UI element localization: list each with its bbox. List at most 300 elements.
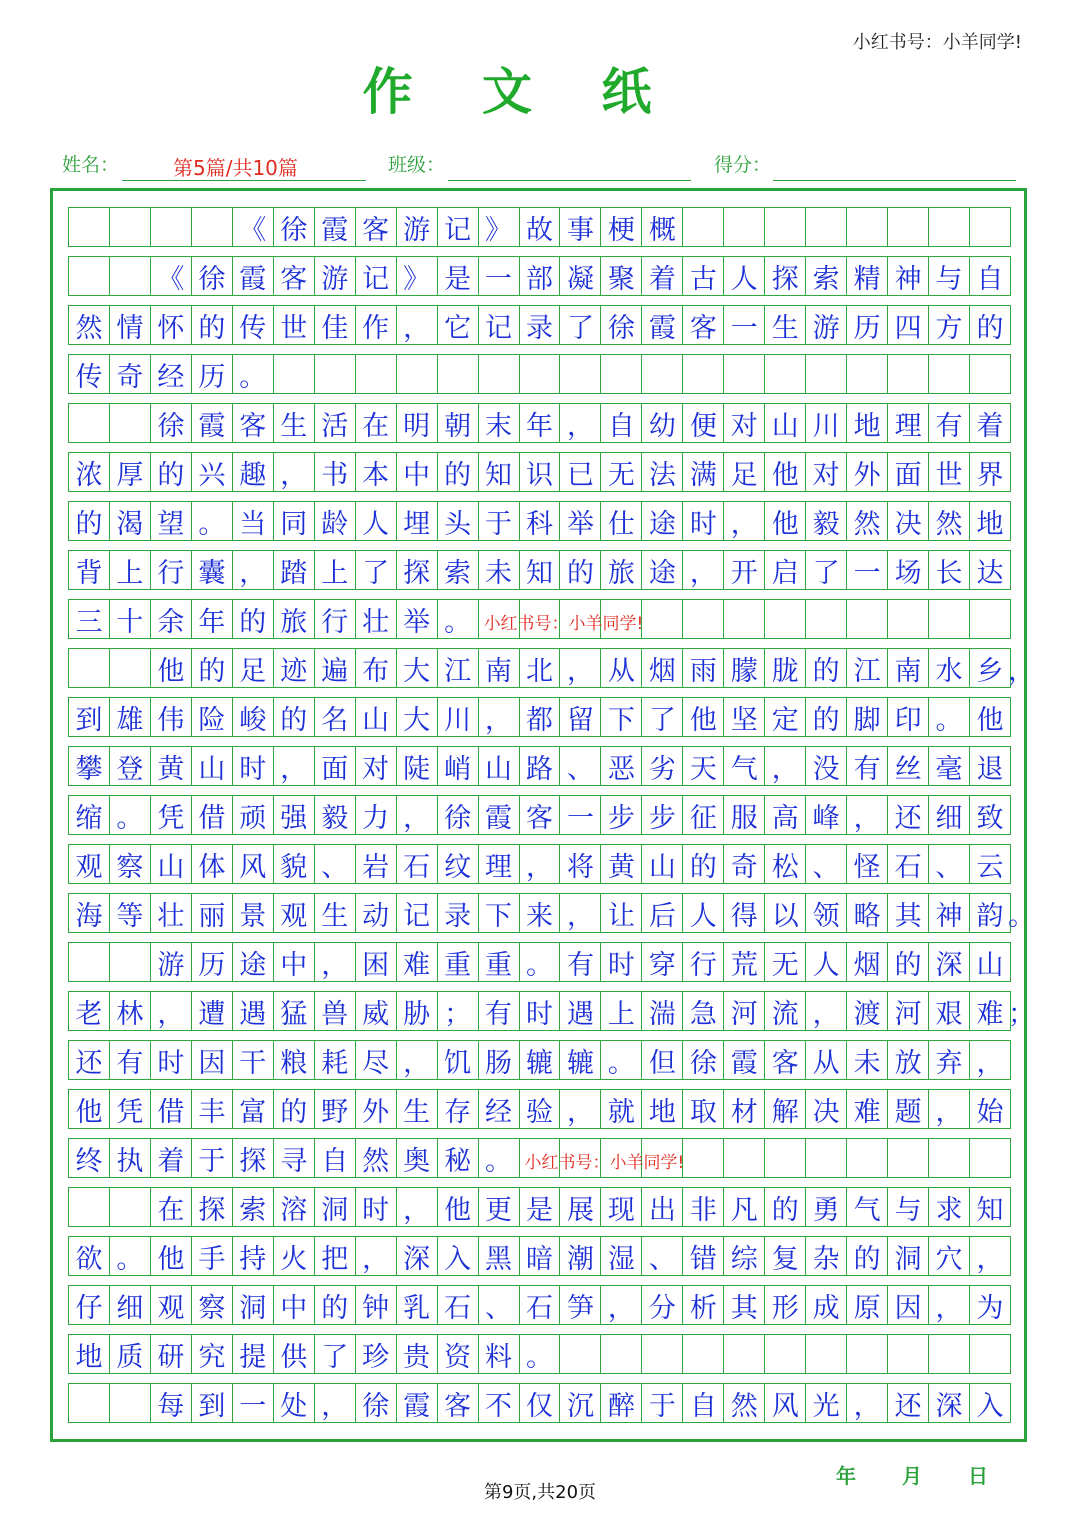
grid-cell: 气 — [846, 1187, 888, 1227]
grid-cell: 知 — [969, 1187, 1011, 1227]
grid-cell: 步 — [600, 795, 642, 835]
grid-cell: 峻 — [232, 697, 274, 737]
grid-cell: 的 — [437, 452, 479, 492]
grid-cell: ， — [764, 746, 806, 786]
grid-row — [68, 501, 1010, 541]
grid-cell: 困 — [355, 942, 397, 982]
grid-cell: 河 — [887, 991, 929, 1031]
grid-cell: 的 — [191, 648, 233, 688]
grid-cell: 路 — [519, 746, 561, 786]
grid-cell: 貌 — [273, 844, 315, 884]
grid-cell — [846, 1334, 888, 1374]
grid-cell: 怀 — [150, 305, 192, 345]
grid-cell: 饥 — [437, 1040, 479, 1080]
grid-cell — [682, 354, 724, 394]
grid-cell: 传 — [232, 305, 274, 345]
overflow-punct: 。 — [1008, 900, 1035, 932]
grid-cell: 上 — [109, 550, 151, 590]
grid-cell: 凭 — [109, 1089, 151, 1129]
grid-cell: 旅 — [273, 599, 315, 639]
grid-cell: 。 — [928, 697, 970, 737]
grid-cell: 了 — [641, 697, 683, 737]
grid-cell: 难 — [969, 991, 1011, 1031]
grid-cell: 地 — [68, 1334, 110, 1374]
grid-cell: 劣 — [641, 746, 683, 786]
grid-cell — [846, 599, 888, 639]
grid-cell — [969, 599, 1011, 639]
grid-cell: 生 — [396, 1089, 438, 1129]
grid-cell: 服 — [723, 795, 765, 835]
grid-cell — [887, 354, 929, 394]
grid-cell: ， — [273, 452, 315, 492]
grid-cell: 是 — [437, 256, 479, 296]
grid-row — [68, 305, 1010, 345]
grid-cell: 梗 — [600, 207, 642, 247]
grid-cell: 游 — [805, 305, 847, 345]
grid-cell: 没 — [805, 746, 847, 786]
grid-cell: 韵 — [969, 893, 1011, 933]
grid-cell — [723, 1334, 765, 1374]
grid-cell: 然 — [68, 305, 110, 345]
grid-cell — [928, 1138, 970, 1178]
grid-cell: 经 — [478, 1089, 520, 1129]
grid-cell: 上 — [600, 991, 642, 1031]
grid-cell: 。 — [109, 1236, 151, 1276]
grid-cell: 年 — [191, 599, 233, 639]
grid-cell: 探 — [232, 1138, 274, 1178]
grid-cell: 了 — [559, 305, 601, 345]
grid-cell: 毅 — [314, 795, 356, 835]
grid-cell: 》 — [396, 256, 438, 296]
grid-cell: 深 — [928, 942, 970, 982]
grid-cell: ， — [682, 550, 724, 590]
grid-cell: 趣 — [232, 452, 274, 492]
grid-cell — [314, 354, 356, 394]
grid-cell — [109, 1383, 151, 1423]
grid-cell: 更 — [478, 1187, 520, 1227]
grid-cell: 强 — [273, 795, 315, 835]
grid-cell: 高 — [764, 795, 806, 835]
grid-cell: 凭 — [150, 795, 192, 835]
grid-cell: 海 — [68, 893, 110, 933]
grid-cell: 徐 — [437, 795, 479, 835]
grid-cell: 壮 — [355, 599, 397, 639]
grid-cell: 与 — [887, 1187, 929, 1227]
grid-cell: ， — [273, 746, 315, 786]
grid-cell: 索 — [805, 256, 847, 296]
grid-cell: ， — [559, 403, 601, 443]
grid-cell: 成 — [805, 1285, 847, 1325]
grid-cell: 记 — [355, 256, 397, 296]
grid-cell: 中 — [273, 942, 315, 982]
grid-cell: 面 — [314, 746, 356, 786]
grid-cell: 登 — [109, 746, 151, 786]
grid-cell: 分 — [641, 1285, 683, 1325]
grid-cell — [764, 1334, 806, 1374]
grid-cell: 聚 — [600, 256, 642, 296]
grid-cell: 丰 — [191, 1089, 233, 1129]
grid-cell: 重 — [437, 942, 479, 982]
grid-cell: 毅 — [805, 501, 847, 541]
grid-cell — [887, 1138, 929, 1178]
grid-cell: 行 — [314, 599, 356, 639]
grid-cell: 每 — [150, 1383, 192, 1423]
grid-cell: 中 — [396, 452, 438, 492]
grid-row — [68, 1334, 1010, 1374]
grid-cell — [109, 648, 151, 688]
grid-cell — [68, 648, 110, 688]
grid-cell: ， — [969, 1040, 1011, 1080]
grid-cell: 出 — [641, 1187, 683, 1227]
grid-cell — [559, 354, 601, 394]
grid-cell: 。 — [437, 599, 479, 639]
grid-cell: 等 — [109, 893, 151, 933]
grid-cell: 神 — [887, 256, 929, 296]
grid-cell — [805, 599, 847, 639]
grid-cell: 质 — [109, 1334, 151, 1374]
grid-cell: 旅 — [600, 550, 642, 590]
grid-cell: 光 — [805, 1383, 847, 1423]
grid-cell: 法 — [641, 452, 683, 492]
grid-cell: 望 — [150, 501, 192, 541]
grid-cell: 始 — [969, 1089, 1011, 1129]
grid-cell: 活 — [314, 403, 356, 443]
grid-cell: 从 — [600, 648, 642, 688]
grid-cell: 足 — [232, 648, 274, 688]
grid-cell: 石 — [519, 1285, 561, 1325]
grid-cell: 风 — [764, 1383, 806, 1423]
grid-cell: 有 — [846, 746, 888, 786]
grid-cell — [805, 207, 847, 247]
grid-cell: 征 — [682, 795, 724, 835]
grid-cell — [969, 354, 1011, 394]
grid-cell: 霞 — [478, 795, 520, 835]
grid-cell: 形 — [764, 1285, 806, 1325]
grid-cell: ， — [928, 1285, 970, 1325]
grid-cell: 生 — [314, 893, 356, 933]
grid-cell: 自 — [600, 403, 642, 443]
grid-cell: 经 — [150, 354, 192, 394]
grid-cell: 入 — [437, 1236, 479, 1276]
grid-cell: 客 — [232, 403, 274, 443]
grid-cell: 背 — [68, 550, 110, 590]
grid-cell: 途 — [232, 942, 274, 982]
grid-cell: 手 — [191, 1236, 233, 1276]
grid-cell: 猛 — [273, 991, 315, 1031]
grid-cell: 存 — [437, 1089, 479, 1129]
grid-cell: 的 — [273, 697, 315, 737]
grid-cell: 生 — [764, 305, 806, 345]
grid-cell: 举 — [559, 501, 601, 541]
watermark-note: 小红书号：小羊同学! — [483, 614, 644, 634]
grid-cell: 勇 — [805, 1187, 847, 1227]
grid-cell: 在 — [150, 1187, 192, 1227]
grid-cell: 原 — [846, 1285, 888, 1325]
grid-cell: 从 — [805, 1040, 847, 1080]
grid-cell: 未 — [846, 1040, 888, 1080]
grid-cell: ， — [478, 697, 520, 737]
grid-cell: 概 — [641, 207, 683, 247]
grid-cell — [478, 354, 520, 394]
grid-cell: 执 — [109, 1138, 151, 1178]
grid-cell: 遭 — [191, 991, 233, 1031]
grid-cell: 山 — [969, 942, 1011, 982]
grid-cell: 留 — [559, 697, 601, 737]
name-value: 第5篇/共10篇 — [173, 156, 298, 180]
grid-cell: 历 — [191, 942, 233, 982]
grid-cell: 决 — [805, 1089, 847, 1129]
grid-cell: 解 — [764, 1089, 806, 1129]
grid-row — [68, 746, 1010, 786]
grid-row — [68, 550, 1010, 590]
grid-cell: 步 — [641, 795, 683, 835]
grid-cell: 还 — [887, 1383, 929, 1423]
grid-cell: ， — [559, 893, 601, 933]
grid-cell: 游 — [396, 207, 438, 247]
grid-cell: 作 — [355, 305, 397, 345]
grid-cell: 时 — [682, 501, 724, 541]
grid-cell: 自 — [969, 256, 1011, 296]
grid-cell: 时 — [519, 991, 561, 1031]
grid-cell: 在 — [355, 403, 397, 443]
grid-cell: 缩 — [68, 795, 110, 835]
grid-cell — [764, 1138, 806, 1178]
grid-cell: 观 — [68, 844, 110, 884]
grid-cell: 、 — [559, 746, 601, 786]
watermark-top: 小红书号：小羊同学! — [852, 32, 1022, 53]
grid-cell: 霞 — [314, 207, 356, 247]
grid-cell: 事 — [559, 207, 601, 247]
grid-cell: 的 — [846, 1236, 888, 1276]
grid-cell: 同 — [273, 501, 315, 541]
grid-cell: 复 — [764, 1236, 806, 1276]
grid-cell: 纹 — [437, 844, 479, 884]
grid-cell: 科 — [519, 501, 561, 541]
grid-cell: 人 — [682, 893, 724, 933]
grid-cell: 力 — [355, 795, 397, 835]
grid-cell: 他 — [68, 1089, 110, 1129]
grid-cell: 黄 — [600, 844, 642, 884]
grid-cell: 世 — [273, 305, 315, 345]
grid-cell — [764, 354, 806, 394]
grid-cell: 伟 — [150, 697, 192, 737]
grid-row — [68, 893, 1035, 933]
grid-cell: 客 — [519, 795, 561, 835]
grid-cell: 料 — [478, 1334, 520, 1374]
grid-cell: 寻 — [273, 1138, 315, 1178]
grid-row — [68, 991, 1035, 1031]
grid-cell: 。 — [519, 942, 561, 982]
grid-cell: 恶 — [600, 746, 642, 786]
grid-cell: 险 — [191, 697, 233, 737]
grid-cell — [723, 354, 765, 394]
grid-cell — [191, 207, 233, 247]
grid-cell — [887, 207, 929, 247]
grid-cell — [437, 354, 479, 394]
grid-cell: 于 — [641, 1383, 683, 1423]
grid-cell: 部 — [519, 256, 561, 296]
grid-cell: ； — [437, 991, 479, 1031]
grid-cell: 记 — [478, 305, 520, 345]
grid-cell: 。 — [191, 501, 233, 541]
grid-cell: 雨 — [682, 648, 724, 688]
grid-cell: 钟 — [355, 1285, 397, 1325]
grid-cell: 雄 — [109, 697, 151, 737]
grid-cell: 威 — [355, 991, 397, 1031]
grid-cell — [355, 354, 397, 394]
grid-cell: 川 — [805, 403, 847, 443]
grid-cell: 重 — [478, 942, 520, 982]
grid-cell: 峭 — [437, 746, 479, 786]
grid-cell — [805, 1334, 847, 1374]
grid-cell: 潮 — [559, 1236, 601, 1276]
grid-cell — [723, 599, 765, 639]
grid-cell: ， — [846, 795, 888, 835]
grid-cell: 山 — [478, 746, 520, 786]
grid-cell: 的 — [273, 1089, 315, 1129]
grid-cell: 细 — [109, 1285, 151, 1325]
grid-cell: 明 — [396, 403, 438, 443]
grid-cell: 江 — [437, 648, 479, 688]
grid-cell: ， — [559, 648, 601, 688]
grid-cell — [600, 354, 642, 394]
overflow-punct: ， — [1008, 655, 1035, 687]
grid-cell: 细 — [928, 795, 970, 835]
grid-cell: 已 — [559, 452, 601, 492]
grid-cell: 丽 — [191, 893, 233, 933]
grid-cell: 的 — [764, 1187, 806, 1227]
grid-cell: 顽 — [232, 795, 274, 835]
footer-month: 月 — [902, 1464, 922, 1488]
grid-cell: 取 — [682, 1089, 724, 1129]
grid-cell: 未 — [478, 550, 520, 590]
grid-cell: 他 — [764, 452, 806, 492]
grid-cell: 故 — [519, 207, 561, 247]
grid-cell: 外 — [355, 1089, 397, 1129]
grid-cell: 沉 — [559, 1383, 601, 1423]
grid-cell: 烟 — [641, 648, 683, 688]
grid-cell: 时 — [355, 1187, 397, 1227]
grid-cell: ， — [969, 1236, 1011, 1276]
grid-cell: 、 — [805, 844, 847, 884]
grid-cell — [109, 403, 151, 443]
grid-row — [68, 1236, 1010, 1276]
grid-cell: 求 — [928, 1187, 970, 1227]
grid-cell: 还 — [68, 1040, 110, 1080]
grid-cell: 霞 — [641, 305, 683, 345]
grid-cell: 略 — [846, 893, 888, 933]
grid-cell: ， — [396, 1187, 438, 1227]
grid-cell: 大 — [396, 697, 438, 737]
grid-cell: 岩 — [355, 844, 397, 884]
grid-cell: 着 — [641, 256, 683, 296]
grid-cell: 粮 — [273, 1040, 315, 1080]
grid-cell: ， — [519, 844, 561, 884]
grid-cell: 。 — [600, 1040, 642, 1080]
grid-cell: 奇 — [723, 844, 765, 884]
grid-cell: 持 — [232, 1236, 274, 1276]
grid-cell: 本 — [355, 452, 397, 492]
grid-cell: 下 — [478, 893, 520, 933]
grid-cell — [928, 207, 970, 247]
grid-cell: 途 — [641, 550, 683, 590]
grid-cell: 其 — [887, 893, 929, 933]
grid-cell: 传 — [68, 354, 110, 394]
grid-cell: 囊 — [191, 550, 233, 590]
grid-cell — [887, 599, 929, 639]
grid-cell: 石 — [437, 1285, 479, 1325]
grid-cell: 研 — [150, 1334, 192, 1374]
grid-cell: ， — [805, 991, 847, 1031]
grid-cell: 了 — [805, 550, 847, 590]
grid-cell: 借 — [191, 795, 233, 835]
grid-cell — [764, 207, 806, 247]
grid-cell: 因 — [191, 1040, 233, 1080]
grid-cell: 南 — [887, 648, 929, 688]
grid-cell: 开 — [723, 550, 765, 590]
grid-cell: 方 — [928, 305, 970, 345]
grid-cell: 得 — [723, 893, 765, 933]
grid-cell: 有 — [928, 403, 970, 443]
grid-cell: 《 — [150, 256, 192, 296]
grid-cell: 溶 — [273, 1187, 315, 1227]
grid-cell: 的 — [191, 305, 233, 345]
grid-cell: 的 — [314, 1285, 356, 1325]
grid-cell: 老 — [68, 991, 110, 1031]
grid-cell: 遍 — [314, 648, 356, 688]
grid-cell — [68, 403, 110, 443]
grid-cell: 供 — [273, 1334, 315, 1374]
grid-cell: 印 — [887, 697, 929, 737]
grid-cell: 理 — [478, 844, 520, 884]
grid-cell: 索 — [232, 1187, 274, 1227]
page-title: 作 文 纸 — [362, 63, 678, 121]
grid-cell: 一 — [478, 256, 520, 296]
grid-cell: 富 — [232, 1089, 274, 1129]
grid-cell: 十 — [109, 599, 151, 639]
grid-cell: 为 — [969, 1285, 1011, 1325]
grid-cell: 展 — [559, 1187, 601, 1227]
grid-cell: 借 — [150, 1089, 192, 1129]
grid-row — [68, 207, 1010, 247]
name-label: 姓名： — [62, 154, 120, 176]
grid-cell: 它 — [437, 305, 479, 345]
grid-cell: 浓 — [68, 452, 110, 492]
grid-cell: 深 — [928, 1383, 970, 1423]
grid-cell: 于 — [478, 501, 520, 541]
grid-cell: 奥 — [396, 1138, 438, 1178]
grid-cell: 有 — [478, 991, 520, 1031]
grid-cell: ， — [232, 550, 274, 590]
grid-cell: 无 — [600, 452, 642, 492]
grid-cell: 徐 — [355, 1383, 397, 1423]
grid-cell: 的 — [559, 550, 601, 590]
grid-cell: ， — [928, 1089, 970, 1129]
grid-row — [68, 403, 1010, 443]
grid-cell: 洞 — [232, 1285, 274, 1325]
grid-cell — [600, 1334, 642, 1374]
grid-cell: 攀 — [68, 746, 110, 786]
grid-cell: 的 — [805, 648, 847, 688]
grid-cell — [887, 1334, 929, 1374]
grid-cell: 当 — [232, 501, 274, 541]
score-label: 得分： — [714, 154, 772, 176]
grid-cell: 时 — [232, 746, 274, 786]
grid-cell: 。 — [519, 1334, 561, 1374]
grid-cell: 非 — [682, 1187, 724, 1227]
grid-cell: 知 — [519, 550, 561, 590]
grid-cell: 《 — [232, 207, 274, 247]
